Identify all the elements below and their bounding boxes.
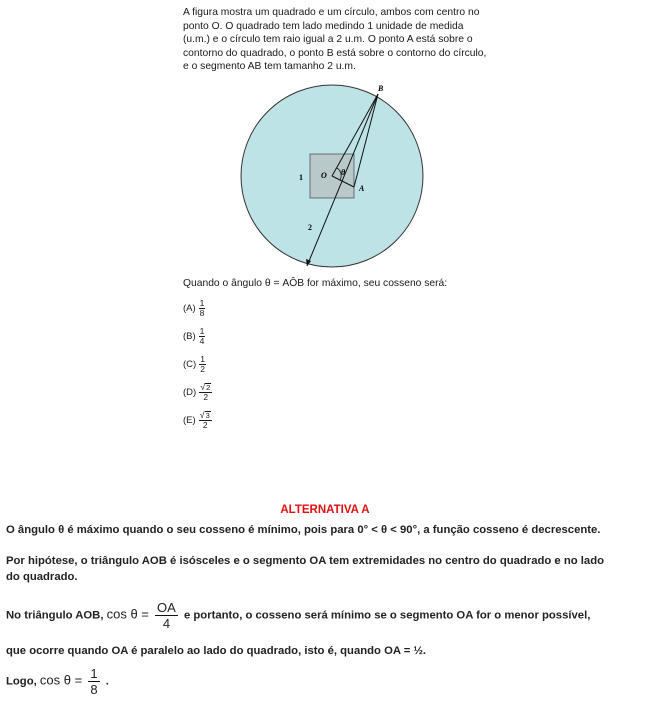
cos-expression: cos θ = xyxy=(39,672,83,688)
solution-text: do quadrado. xyxy=(6,571,78,583)
fraction xyxy=(88,666,99,697)
problem-line: (u.m.) e o círculo tem raio igual a 2 u.m. O ponto A está sobre o xyxy=(183,34,473,46)
denominator: 8 xyxy=(90,682,98,697)
numerator: OA xyxy=(157,600,176,615)
option-label: (D) xyxy=(183,386,197,398)
problem-line: ponto O. O quadrado tem lado medindo 1 unidade de medida xyxy=(183,20,464,32)
solution-paragraph-1 xyxy=(6,522,636,538)
sqrt-numerator xyxy=(199,411,212,421)
label-1: 1 xyxy=(299,173,303,182)
denominator: 4 xyxy=(162,616,171,631)
denominator: 4 xyxy=(199,335,205,346)
fraction xyxy=(199,355,206,374)
fraction xyxy=(155,600,178,631)
denominator: 8 xyxy=(199,307,205,318)
label-2: 2 xyxy=(308,223,312,232)
option-label: (A) xyxy=(183,302,196,314)
denominator: 2 xyxy=(202,419,208,430)
option-b[interactable] xyxy=(183,322,212,350)
problem-line: e o segmento AB tem tamanho 2 u.m. xyxy=(183,61,356,73)
solution-text: O ângulo θ é máximo quando o seu cosseno é mínimo, pois para 0° < θ < 90°, a função cosseno é decrescente. xyxy=(6,524,601,536)
solution-paragraph-4 xyxy=(6,643,636,659)
solution-heading: ALTERNATIVA A xyxy=(280,504,370,516)
solution-paragraph-3 xyxy=(6,600,636,631)
numerator: 1 xyxy=(199,325,205,336)
option-c[interactable] xyxy=(183,350,212,378)
denominator: 2 xyxy=(200,363,205,374)
option-e[interactable] xyxy=(183,406,212,434)
option-d[interactable] xyxy=(183,378,212,406)
option-label: (C) xyxy=(183,358,197,370)
radicand: 3 xyxy=(205,410,210,420)
answer-options xyxy=(183,294,212,434)
solution-text: que ocorre quando OA é paralelo ao lado do quadrado, isto é, quando OA = ½. xyxy=(6,645,427,657)
radical-sign: √ xyxy=(199,409,205,420)
fraction xyxy=(199,327,206,346)
radical-sign: √ xyxy=(200,381,206,392)
option-label: (B) xyxy=(183,330,196,342)
solution-text: Logo, xyxy=(6,675,37,688)
question-text: Quando o ângulo θ = AÔB for máximo, seu cosseno será: xyxy=(183,278,448,289)
problem-line: A figura mostra um quadrado e um círculo, ambos com centro no xyxy=(183,7,480,18)
solution-text: e portanto, o cosseno será mínimo se o segmento OA for o menor possível, xyxy=(183,609,591,622)
fraction xyxy=(199,299,206,318)
denominator: 2 xyxy=(203,391,209,402)
fraction xyxy=(199,383,212,402)
problem-statement xyxy=(183,6,498,74)
numerator: 1 xyxy=(200,353,205,364)
solution-paragraph-2 xyxy=(6,553,636,585)
solution-text: Por hipótese, o triângulo AOB é isósceles e o segmento OA tem extremidades no centro do quadrado e no lado xyxy=(6,555,605,567)
label-O: O xyxy=(321,171,327,180)
solution-paragraph-5 xyxy=(6,666,636,697)
label-A: A xyxy=(359,184,365,193)
solution-text: . xyxy=(105,675,109,688)
option-a[interactable] xyxy=(183,294,212,322)
radicand: 2 xyxy=(206,382,211,392)
sqrt-numerator xyxy=(199,383,212,393)
option-label: (E) xyxy=(183,414,196,426)
label-B: B xyxy=(378,84,384,93)
numerator: 1 xyxy=(199,297,205,308)
problem-line: contorno do quadrado, o ponto B está sobre o contorno do círculo, xyxy=(183,47,487,59)
fraction xyxy=(199,411,212,430)
geometry-figure xyxy=(228,84,428,274)
numerator: 1 xyxy=(90,666,98,681)
cos-expression: cos θ = xyxy=(106,606,149,622)
label-theta: θ xyxy=(341,168,346,177)
solution-text: No triângulo AOB, xyxy=(6,609,104,622)
